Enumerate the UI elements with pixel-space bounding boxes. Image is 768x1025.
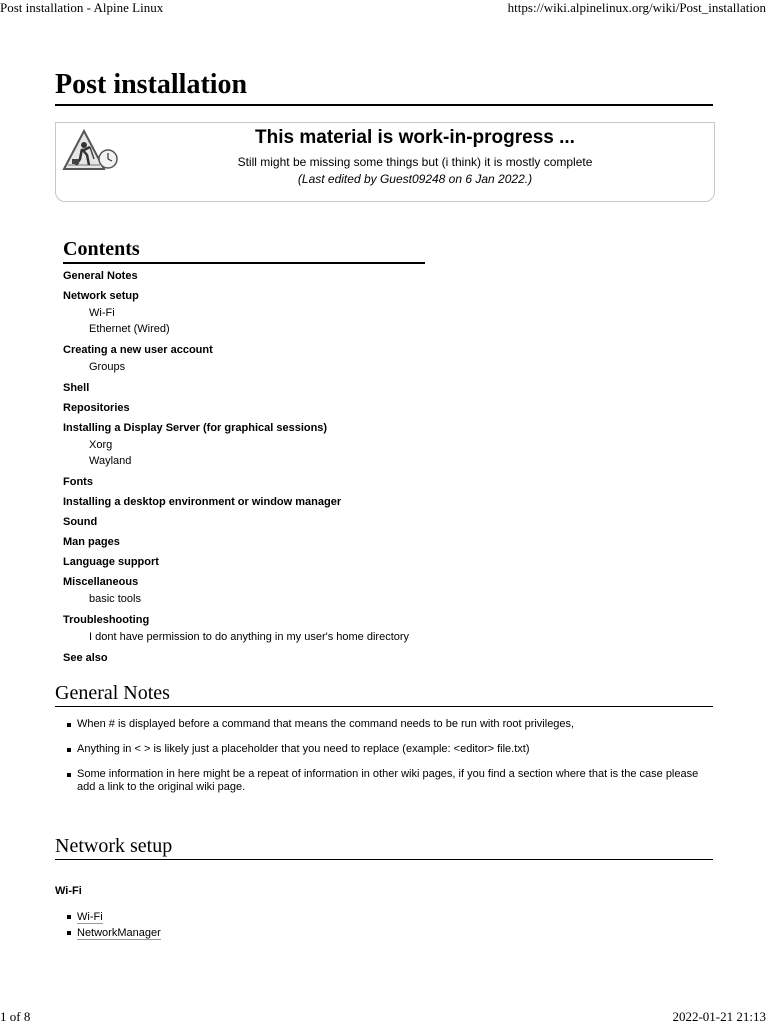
toc-link[interactable]: Repositories [63, 402, 130, 414]
print-footer [0, 1009, 768, 1025]
toc-subitem[interactable]: Wi-Fi [89, 307, 115, 319]
list-item [55, 909, 161, 925]
toc-item [63, 496, 425, 509]
wifi-links-list [55, 909, 161, 941]
toc-subitem[interactable]: Xorg [89, 439, 113, 451]
list-item: Some information in here might be a repeat of information in other wiki pages, if you find a section where that is the case please add a link to the original wiki page. [55, 768, 713, 794]
toc-subitem[interactable]: basic tools [89, 593, 141, 605]
notice-description: Still might be missing some things but (i think) it is mostly complete [237, 155, 593, 169]
toc-link[interactable]: Shell [63, 382, 90, 394]
toc-link[interactable]: Troubleshooting [63, 614, 150, 626]
toc-item [63, 652, 425, 665]
construction-worker-icon [60, 125, 118, 173]
toc-link[interactable]: Sound [63, 516, 98, 528]
toc-link[interactable]: Miscellaneous [63, 576, 139, 588]
toc-item [63, 382, 425, 395]
toc-heading: Contents [63, 236, 425, 264]
toc-link[interactable]: General Notes [63, 270, 138, 282]
toc-list [63, 270, 425, 665]
section-heading-network-setup: Network setup [55, 833, 713, 860]
toc-sublist [63, 437, 425, 469]
toc-link[interactable]: Creating a new user account [63, 344, 213, 356]
section-heading-general-notes: General Notes [55, 680, 713, 707]
notice-title: This material is work-in-progress ... [255, 127, 575, 148]
document-url: https://wiki.alpinelinux.org/wiki/Post_installation [507, 0, 766, 15]
toc-sublist [63, 359, 425, 375]
general-notes-list [55, 718, 713, 806]
toc-subitem[interactable]: I dont have permission to do anything in my user's home directory [89, 631, 410, 643]
document-title: Post installation - Alpine Linux [0, 0, 164, 15]
toc-sublist [63, 629, 425, 645]
table-of-contents [63, 236, 425, 665]
toc-item [63, 576, 425, 607]
toc-link[interactable]: Man pages [63, 536, 120, 548]
toc-sublist [63, 591, 425, 607]
networkmanager-link[interactable]: NetworkManager [77, 927, 161, 939]
toc-subitem[interactable]: Wayland [89, 455, 132, 467]
list-item [55, 925, 161, 941]
toc-item [63, 614, 425, 645]
toc-item [63, 270, 425, 283]
toc-item [63, 556, 425, 569]
toc-item [63, 536, 425, 549]
toc-sublist [63, 305, 425, 337]
subsection-heading-wifi: Wi-Fi [55, 885, 82, 897]
toc-subitem[interactable]: Ethernet (Wired) [89, 323, 170, 335]
toc-item [63, 344, 425, 375]
toc-link[interactable]: Network setup [63, 290, 139, 302]
toc-link[interactable]: Installing a desktop environment or window manager [63, 496, 342, 508]
toc-item [63, 516, 425, 529]
toc-link[interactable]: Language support [63, 556, 159, 568]
wifi-link[interactable]: Wi-Fi [77, 911, 103, 923]
page-number: 1 of 8 [0, 1009, 31, 1024]
list-item: Anything in < > is likely just a placeholder that you need to replace (example: <editor> file.txt) [55, 743, 713, 756]
toc-item [63, 422, 425, 469]
toc-item [63, 402, 425, 415]
toc-item [63, 290, 425, 337]
work-in-progress-notice [55, 122, 715, 202]
toc-subitem[interactable]: Groups [89, 361, 126, 373]
toc-link[interactable]: Installing a Display Server (for graphical sessions) [63, 422, 328, 434]
toc-link[interactable]: See also [63, 652, 108, 664]
print-timestamp: 2022-01-21 21:13 [672, 1009, 766, 1024]
list-item: When # is displayed before a command that means the command needs to be run with root privileges, [55, 718, 713, 731]
toc-link[interactable]: Fonts [63, 476, 93, 488]
print-header [0, 0, 768, 16]
toc-item [63, 476, 425, 489]
notice-last-edited: (Last edited by Guest09248 on 6 Jan 2022.) [297, 172, 533, 186]
page-title: Post installation [55, 66, 713, 106]
